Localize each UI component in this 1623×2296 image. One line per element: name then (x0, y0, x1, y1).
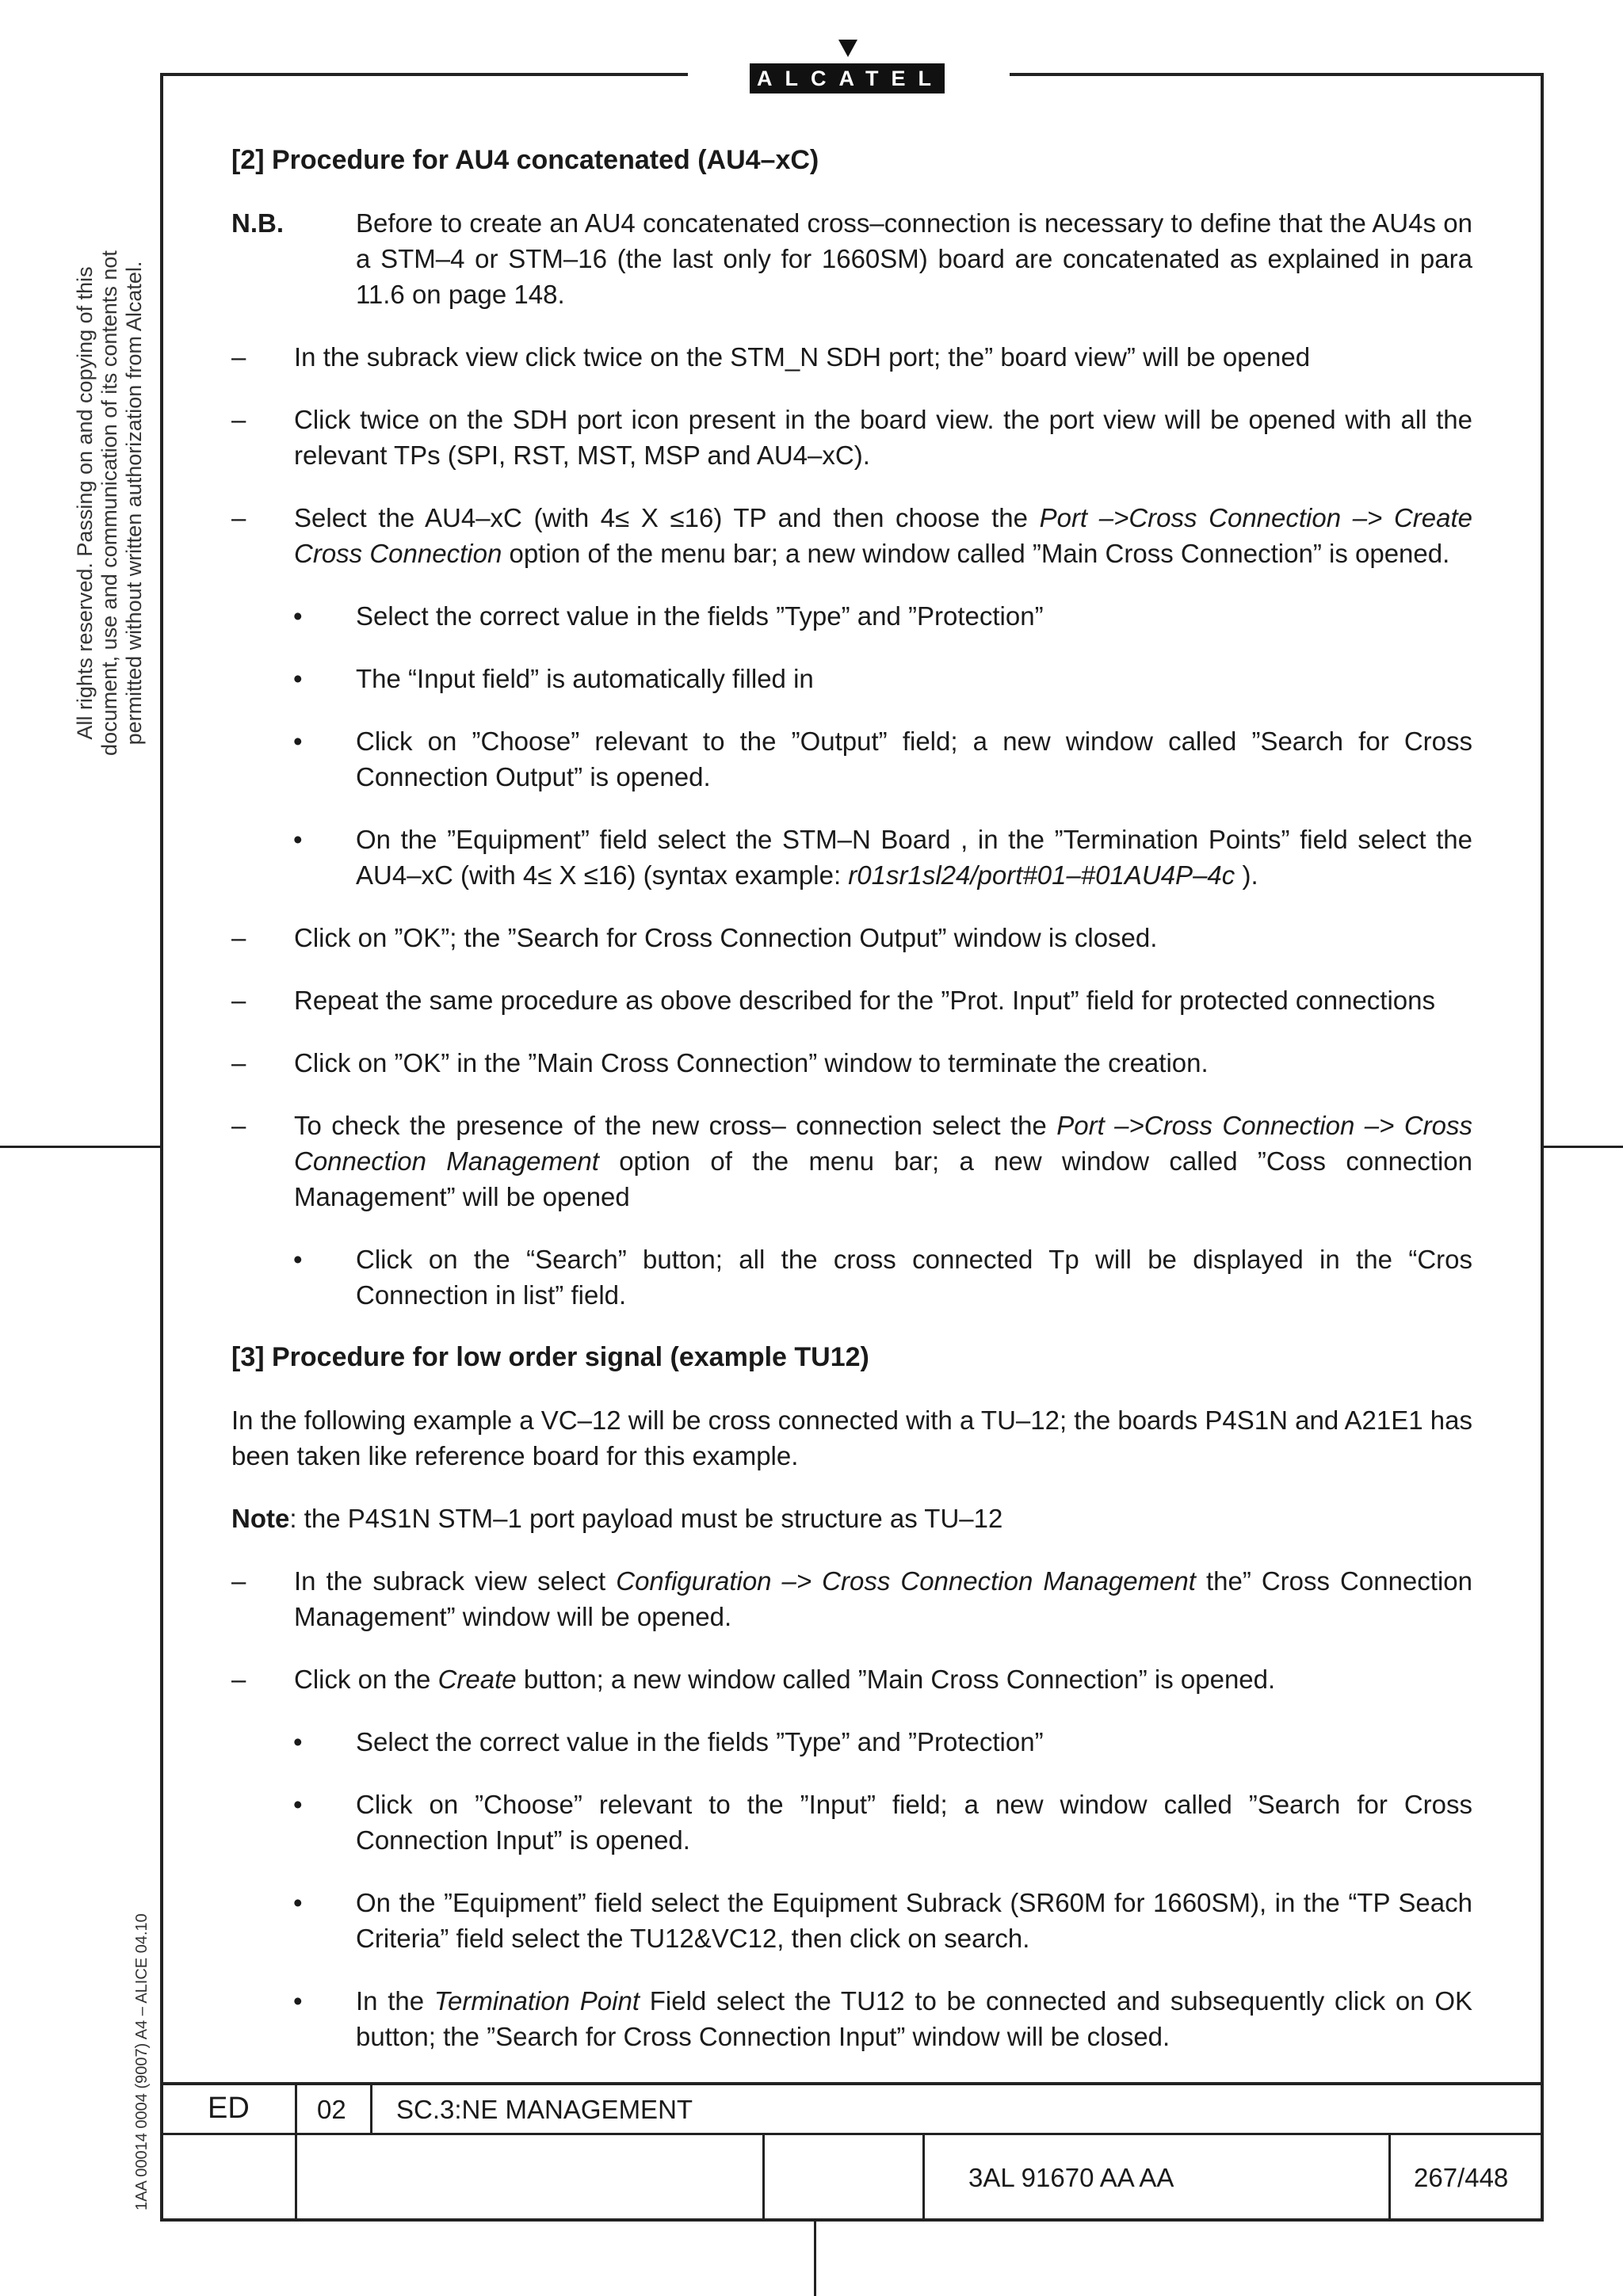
bullet-text (356, 822, 1472, 893)
step-text: Click twice on the SDH port icon present in the board view. the port view will be opened with all the relevant TPs (SPI, RST, MST, MSP and AU4–xC). (294, 405, 1472, 470)
menu-path: Configuration –> Cross Connection Management (616, 1566, 1196, 1596)
step-text: Click on ”OK” in the ”Main Cross Connection” window to terminate the creation. (294, 1048, 1209, 1077)
bullet-text: The “Input field” is automatically filled in (356, 664, 814, 693)
footer-ed-value: 02 (317, 2095, 346, 2124)
list-item (231, 1108, 1472, 1215)
page-content (231, 143, 1472, 2081)
dash-marker: – (231, 1048, 246, 1077)
dash-marker: – (231, 405, 246, 434)
list-item (231, 1983, 1472, 2054)
footer-column-divider (1388, 2133, 1391, 2218)
copyright-notice: All rights reserved. Passing on and copying of this document, use and communication of its contents not permitted without written authorization from Alcatel. (73, 250, 146, 756)
list-item (231, 402, 1472, 473)
step-text: Click on ”OK”; the ”Search for Cross Connection Output” window is closed. (294, 923, 1158, 952)
list-item (231, 1241, 1472, 1313)
bullet-text: Click on ”Choose” relevant to the ”Output” field; a new window called ”Search for Cross Connection Output” is opened. (356, 727, 1472, 791)
section-heading-low-order-signal: [3] Procedure for low order signal (example TU12) (231, 1342, 869, 1372)
note-paragraph (231, 1501, 1472, 1536)
list-item (231, 1724, 1472, 1760)
list-item (231, 723, 1472, 795)
list-item (231, 1661, 1472, 1697)
step-text (294, 1108, 1472, 1215)
bullet-text: Click on the “Search” button; all the cross connected Tp will be displayed in the “Cros Connection in list” field. (356, 1245, 1472, 1310)
footer-row-divider (160, 2133, 1544, 2135)
step-text-part: button; a new window called ”Main Cross Connection” is opened. (516, 1665, 1276, 1694)
bullet-marker: • (293, 664, 303, 693)
step-text-part: Select the AU4–xC (with 4≤ X ≤16) TP and then choose the (294, 503, 1040, 532)
menu-path: Port –>Cross Connection –> Create Cross Connection (294, 503, 1472, 568)
list-item (231, 661, 1472, 696)
menu-path: Port –>Cross Connection –> Cross Connection Management (294, 1111, 1472, 1176)
step-text-part: Click on the (294, 1665, 438, 1694)
syntax-example: r01sr1sl24/port#01–#01AU4P–4c (848, 860, 1235, 890)
dash-marker: – (231, 1665, 246, 1694)
footer-document-code: 3AL 91670 AA AA (968, 2163, 1174, 2192)
step-text: In the subrack view click twice on the STM_N SDH port; the” board view” will be opened (294, 342, 1311, 372)
list-item (231, 500, 1472, 571)
bullet-marker: • (293, 1790, 303, 1819)
document-footer (160, 2082, 1544, 2222)
step-text: Repeat the same procedure as obove described for the ”Prot. Input” field for protected connections (294, 986, 1435, 1015)
bullet-text-part: ). (1235, 860, 1258, 890)
list-item (231, 822, 1472, 893)
bullet-text-part: On the ”Equipment” field select the STM–N Board , in the ”Termination Points” field select the AU4–xC (with 4≤ X ≤16) (syntax example: (356, 825, 1472, 890)
dash-marker: – (231, 986, 246, 1015)
list-item (231, 982, 1472, 1018)
bullet-text: Select the correct value in the fields ”Type” and ”Protection” (356, 1727, 1044, 1756)
step-text-part: In the subrack view select (294, 1566, 617, 1596)
nb-text: Before to create an AU4 concatenated cross–connection is necessary to define that the AU4s on a STM–4 or STM–16 (the last only for 1660SM) board are concatenated as explained in para 11.6 on page 148. (356, 208, 1472, 309)
step-text (294, 1563, 1472, 1634)
field-name: Termination Point (433, 1986, 640, 2016)
dash-marker: – (231, 1566, 246, 1596)
list-item (231, 920, 1472, 955)
dash-marker: – (231, 1111, 246, 1140)
crop-mark-bottom (814, 2222, 816, 2296)
bullet-text: Click on ”Choose” relevant to the ”Input” field; a new window called ”Search for Cross Connection Input” is opened. (356, 1790, 1472, 1855)
section-heading-au4-concatenated: [2] Procedure for AU4 concatenated (AU4–xC) (231, 145, 819, 175)
frame-top-line-right (1010, 73, 1544, 76)
list-item (231, 1045, 1472, 1081)
form-code: 1AA 00014 0004 (9007) A4 – ALICE 04.10 (133, 1913, 151, 2210)
step-text-part: the” Cross Connection Management” window will be opened. (294, 1566, 1472, 1631)
footer-section-title: SC.3:NE MANAGEMENT (396, 2095, 693, 2124)
bullet-marker: • (293, 601, 303, 631)
bullet-marker: • (293, 1888, 303, 1917)
footer-column-divider (295, 2085, 297, 2218)
frame-left-border (160, 73, 163, 2222)
bullet-text-part: In the (356, 1986, 434, 2016)
bullet-text (356, 1983, 1472, 2054)
frame-top-line-left (160, 73, 688, 76)
crop-mark-left (0, 1146, 160, 1148)
nb-label: N.B. (231, 208, 284, 238)
dash-marker: – (231, 503, 246, 532)
bullet-marker: • (293, 1727, 303, 1756)
bullet-text: Select the correct value in the fields ”Type” and ”Protection” (356, 601, 1044, 631)
company-logo: ALCATEL (750, 63, 945, 93)
footer-page-number: 267/448 (1414, 2163, 1509, 2192)
bullet-marker: • (293, 727, 303, 756)
note-text: : the P4S1N STM–1 port payload must be structure as TU–12 (289, 1504, 1003, 1533)
button-name: Create (437, 1665, 517, 1694)
footer-column-divider (762, 2133, 765, 2218)
list-item (231, 339, 1472, 375)
note-label: Note (231, 1504, 290, 1533)
step-text (294, 500, 1472, 571)
dash-marker: – (231, 923, 246, 952)
bullet-marker: • (293, 1245, 303, 1274)
bullet-marker: • (293, 1986, 303, 2016)
footer-ed-label: ED (208, 2092, 250, 2125)
footer-column-divider (922, 2133, 925, 2218)
step-text-part: To check the presence of the new cross– connection select the (294, 1111, 1057, 1140)
bullet-text: On the ”Equipment” field select the Equipment Subrack (SR60M for 1660SM), in the “TP Seach Criteria” field select the TU12&VC12, then click on search. (356, 1888, 1472, 1953)
list-item (231, 598, 1472, 634)
bullet-marker: • (293, 825, 303, 854)
step-text-part: option of the menu bar; a new window called ”Main Cross Connection” is opened. (502, 539, 1450, 568)
step-text (294, 1661, 1472, 1697)
nb-note (231, 205, 1472, 312)
crop-mark-right (1544, 1146, 1623, 1148)
step-text-part: option of the menu bar; a new window called ”Coss connection Management” will be opened (294, 1146, 1472, 1211)
list-item (231, 1787, 1472, 1858)
intro-paragraph: In the following example a VC–12 will be cross connected with a TU–12; the boards P4S1N and A21E1 has been taken like reference board for this example. (231, 1405, 1473, 1470)
bullet-text-part: Field select the TU12 to be connected and subsequently click on OK button; the ”Search for Cross Connection Input” window will be closed. (356, 1986, 1473, 2051)
footer-column-divider (370, 2085, 372, 2133)
dash-marker: – (231, 342, 246, 372)
list-item (231, 1885, 1472, 1956)
logo-triangle-icon (838, 40, 857, 57)
list-item (231, 1563, 1472, 1634)
